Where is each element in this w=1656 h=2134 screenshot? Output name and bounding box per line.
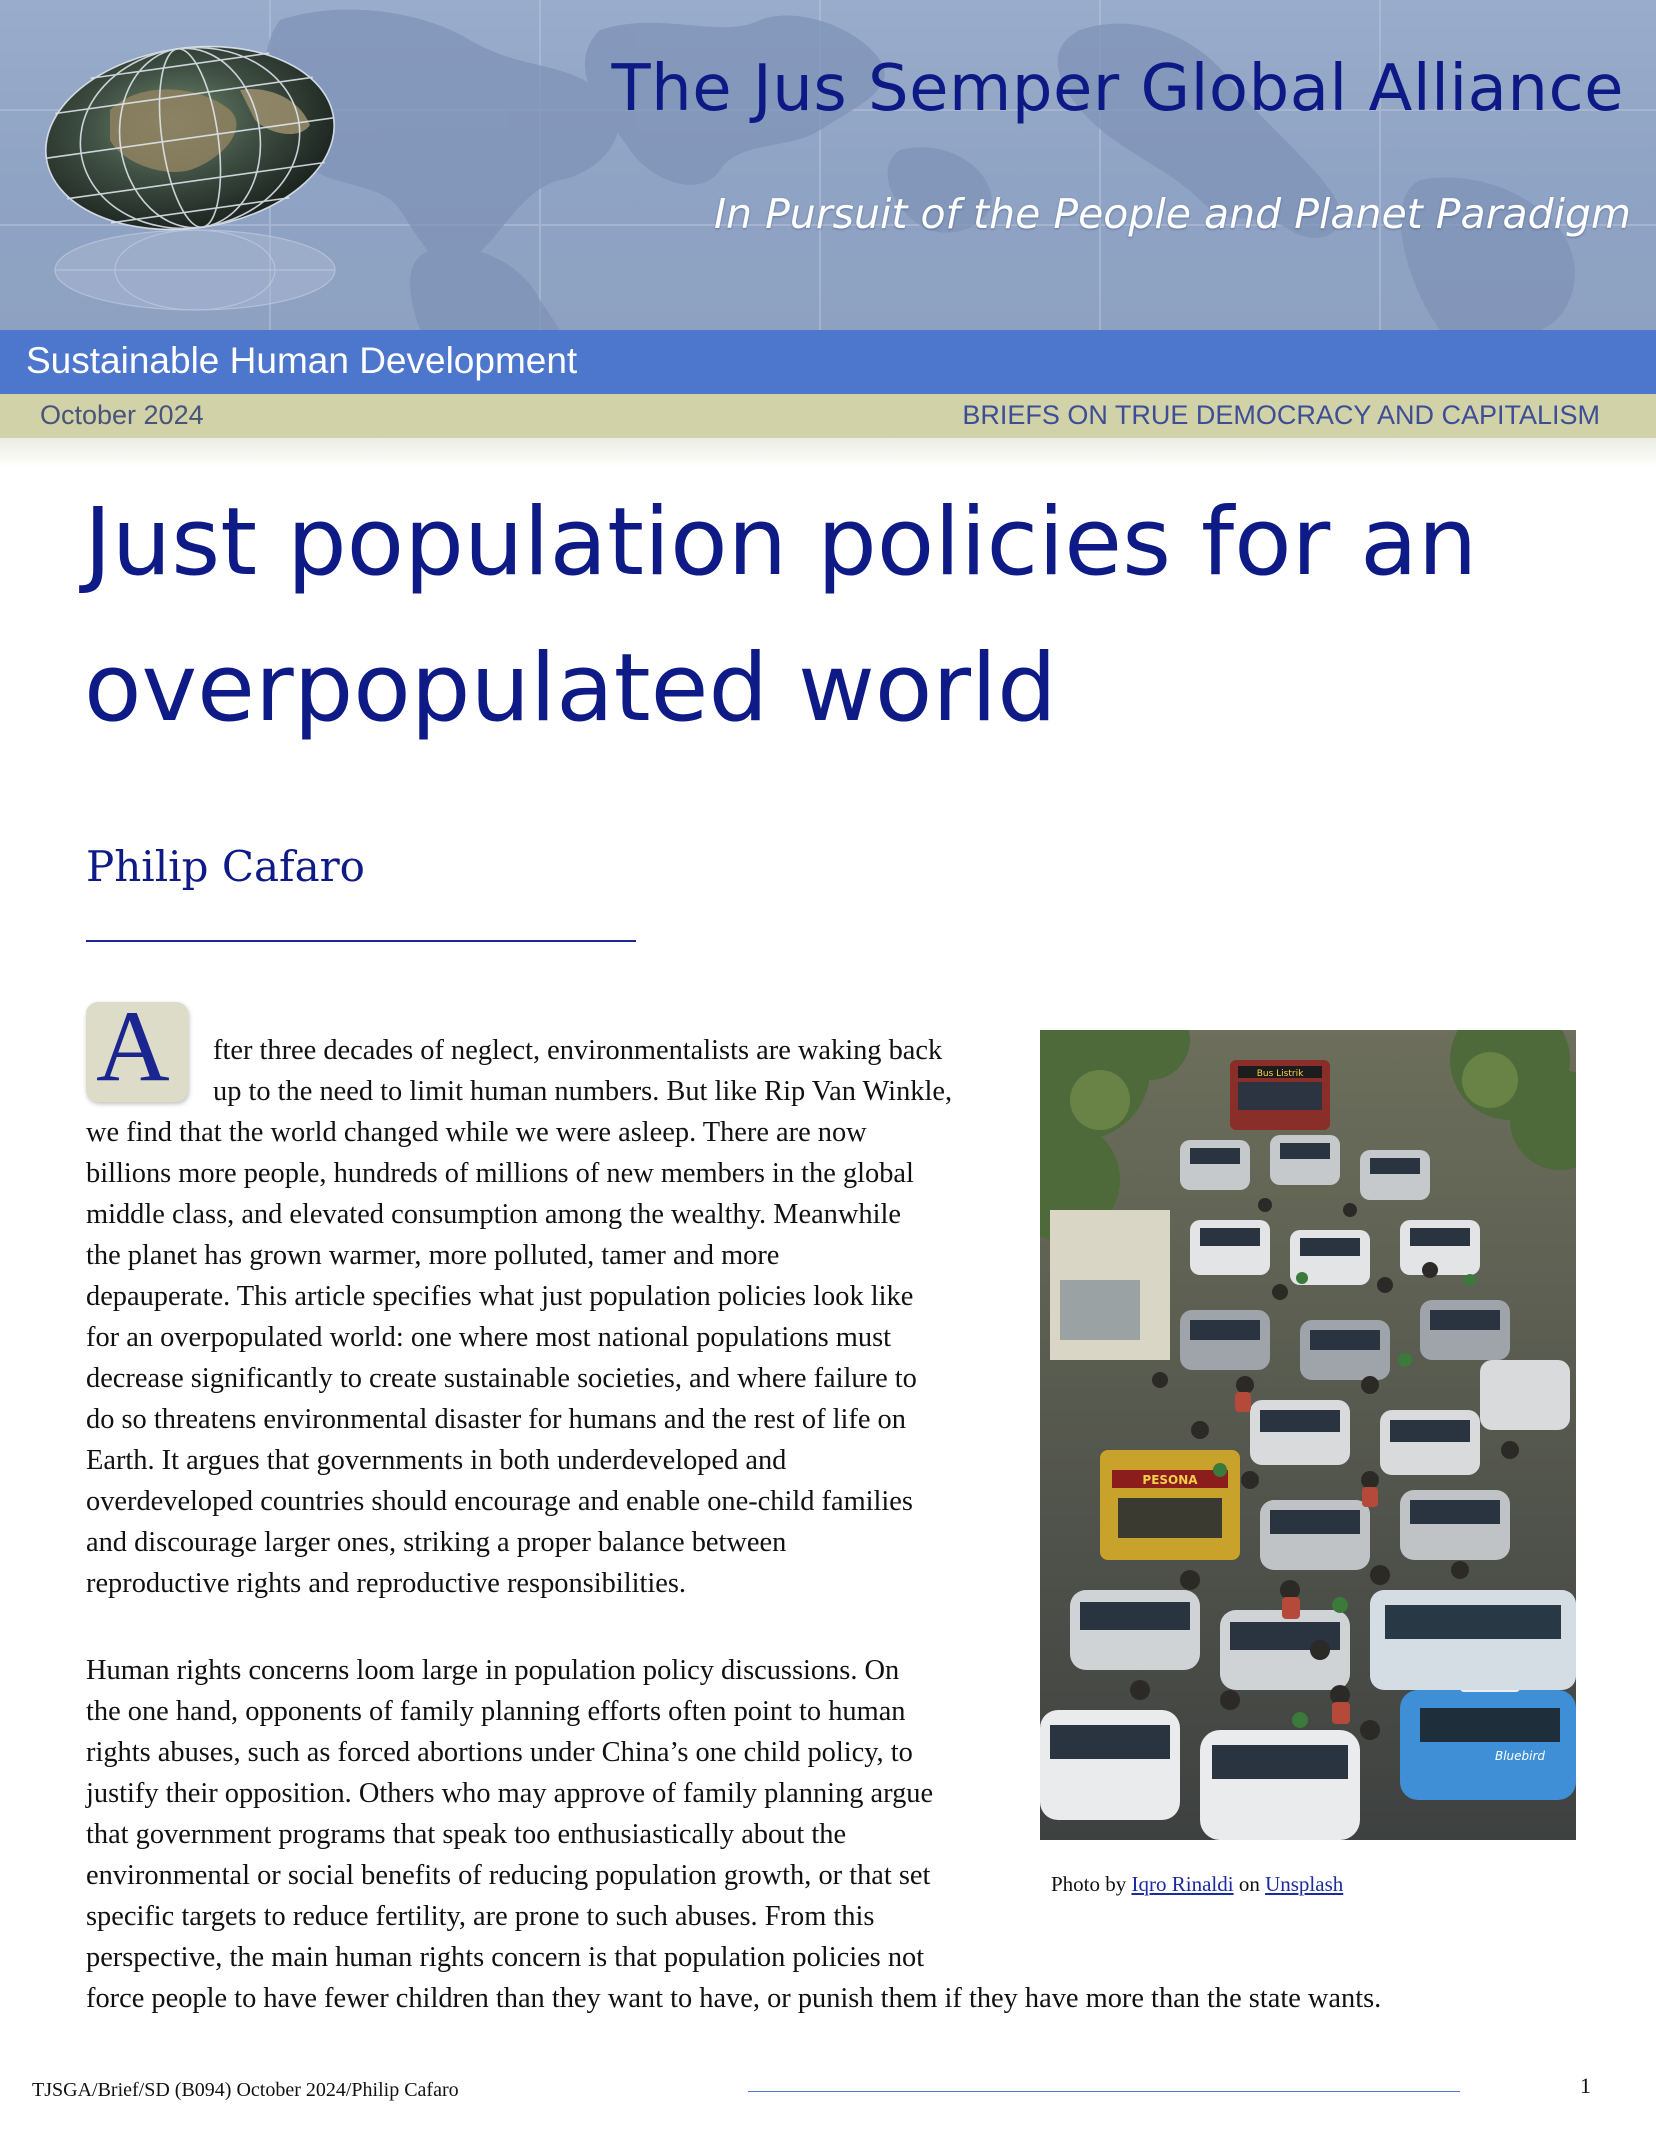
date-bar	[0, 394, 1656, 438]
text-line: billions more people, hundreds of millions of new members in the global	[86, 1158, 914, 1189]
organization-tagline: In Pursuit of the People and Planet Paradigm	[713, 190, 1631, 238]
text-line: do so threatens environmental disaster for humans and the rest of life on	[86, 1404, 906, 1435]
text-line: specific targets to reduce fertility, are prone to such abuses. From this	[86, 1901, 875, 1932]
text-line: perspective, the main human rights concern is that population policies not	[86, 1942, 925, 1973]
drop-cap-letter: A	[96, 990, 170, 1103]
text-line: rights abuses, such as forced abortions under China’s one child policy, to	[86, 1737, 913, 1768]
text-line: reproductive rights and reproductive responsibilities.	[86, 1568, 686, 1599]
text-line: for an overpopulated world: one where most national populations must	[86, 1322, 892, 1353]
text-line: that government programs that speak too enthusiastically about the	[86, 1819, 847, 1850]
text-line: justify their opposition. Others who may approve of family planning argue	[86, 1778, 934, 1809]
text-line: environmental or social benefits of reducing population growth, or that set	[86, 1860, 931, 1891]
series-label: BRIEFS ON TRUE DEMOCRACY AND CAPITALISM	[962, 400, 1600, 430]
abstract-paragraph	[86, 1030, 1016, 1604]
page-number: 1	[1580, 2073, 1591, 2098]
photographer-link[interactable]: Iqro Rinaldi	[1131, 1872, 1234, 1896]
world-map-background	[0, 0, 1656, 330]
globe-logo-icon	[34, 29, 346, 310]
text-line: up to the need to limit human numbers. But like Rip Van Winkle,	[213, 1076, 953, 1107]
blue-taxi	[1400, 1672, 1576, 1800]
footer-reference: TJSGA/Brief/SD (B094) October 2024/Philip Cafaro	[32, 2079, 459, 2101]
white-minivan	[1370, 1590, 1576, 1690]
unsplash-link[interactable]: Unsplash	[1265, 1872, 1344, 1896]
header-shadow	[0, 438, 1656, 468]
traffic-jam-image	[1040, 1030, 1576, 1840]
masthead-banner	[0, 0, 1656, 330]
taxi-brand: Bluebird	[1494, 1749, 1546, 1763]
article-title-line: overpopulated world	[84, 634, 1057, 743]
text-line: depauperate. This article specifies what just population policies look like	[86, 1281, 914, 1312]
traffic-photo	[1040, 1030, 1576, 1840]
text-line: we find that the world changed while we were asleep. There are now	[86, 1117, 867, 1148]
photo-caption	[1051, 1872, 1343, 1897]
text-line: fter three decades of neglect, environmentalists are waking back	[213, 1035, 943, 1066]
section-bar	[0, 330, 1656, 394]
issue-date: October 2024	[40, 400, 204, 430]
text-line: the planet has grown warmer, more polluted, tamer and more	[86, 1240, 780, 1271]
text-line: Human rights concerns loom large in population policy discussions. On	[86, 1655, 900, 1686]
text-line: decrease significantly to create sustainable societies, and where failure to	[86, 1363, 917, 1394]
text-line: the one hand, opponents of family planning efforts often point to human	[86, 1696, 906, 1727]
text-line: overdeveloped countries should encourage and enable one-child families	[86, 1486, 913, 1517]
bus-sign: Bus Listrik	[1256, 1069, 1304, 1079]
article-title	[84, 470, 1584, 762]
organization-title: The Jus Semper Global Alliance	[611, 52, 1624, 126]
text-line: Earth. It argues that governments in both underdeveloped and	[86, 1445, 787, 1476]
footer-divider	[748, 2091, 1460, 2092]
electric-bus	[1230, 1060, 1330, 1130]
caption-on: on	[1238, 1872, 1260, 1896]
white-box-truck	[1050, 1210, 1170, 1360]
section-label: Sustainable Human Development	[26, 340, 578, 381]
author-name: Philip Cafaro	[86, 842, 365, 891]
text-line: force people to have fewer children than they want to have, or punish them if they have more than the state wants.	[86, 1983, 1382, 2014]
truck-sign: PESONA	[1142, 1473, 1198, 1487]
text-line: and discourage larger ones, striking a proper balance between	[86, 1527, 787, 1558]
article-title-line: Just population policies for an	[84, 488, 1478, 597]
author-divider	[86, 940, 636, 942]
text-line: middle class, and elevated consumption among the wealthy. Meanwhile	[86, 1199, 901, 1230]
caption-prefix: Photo by	[1051, 1872, 1127, 1896]
